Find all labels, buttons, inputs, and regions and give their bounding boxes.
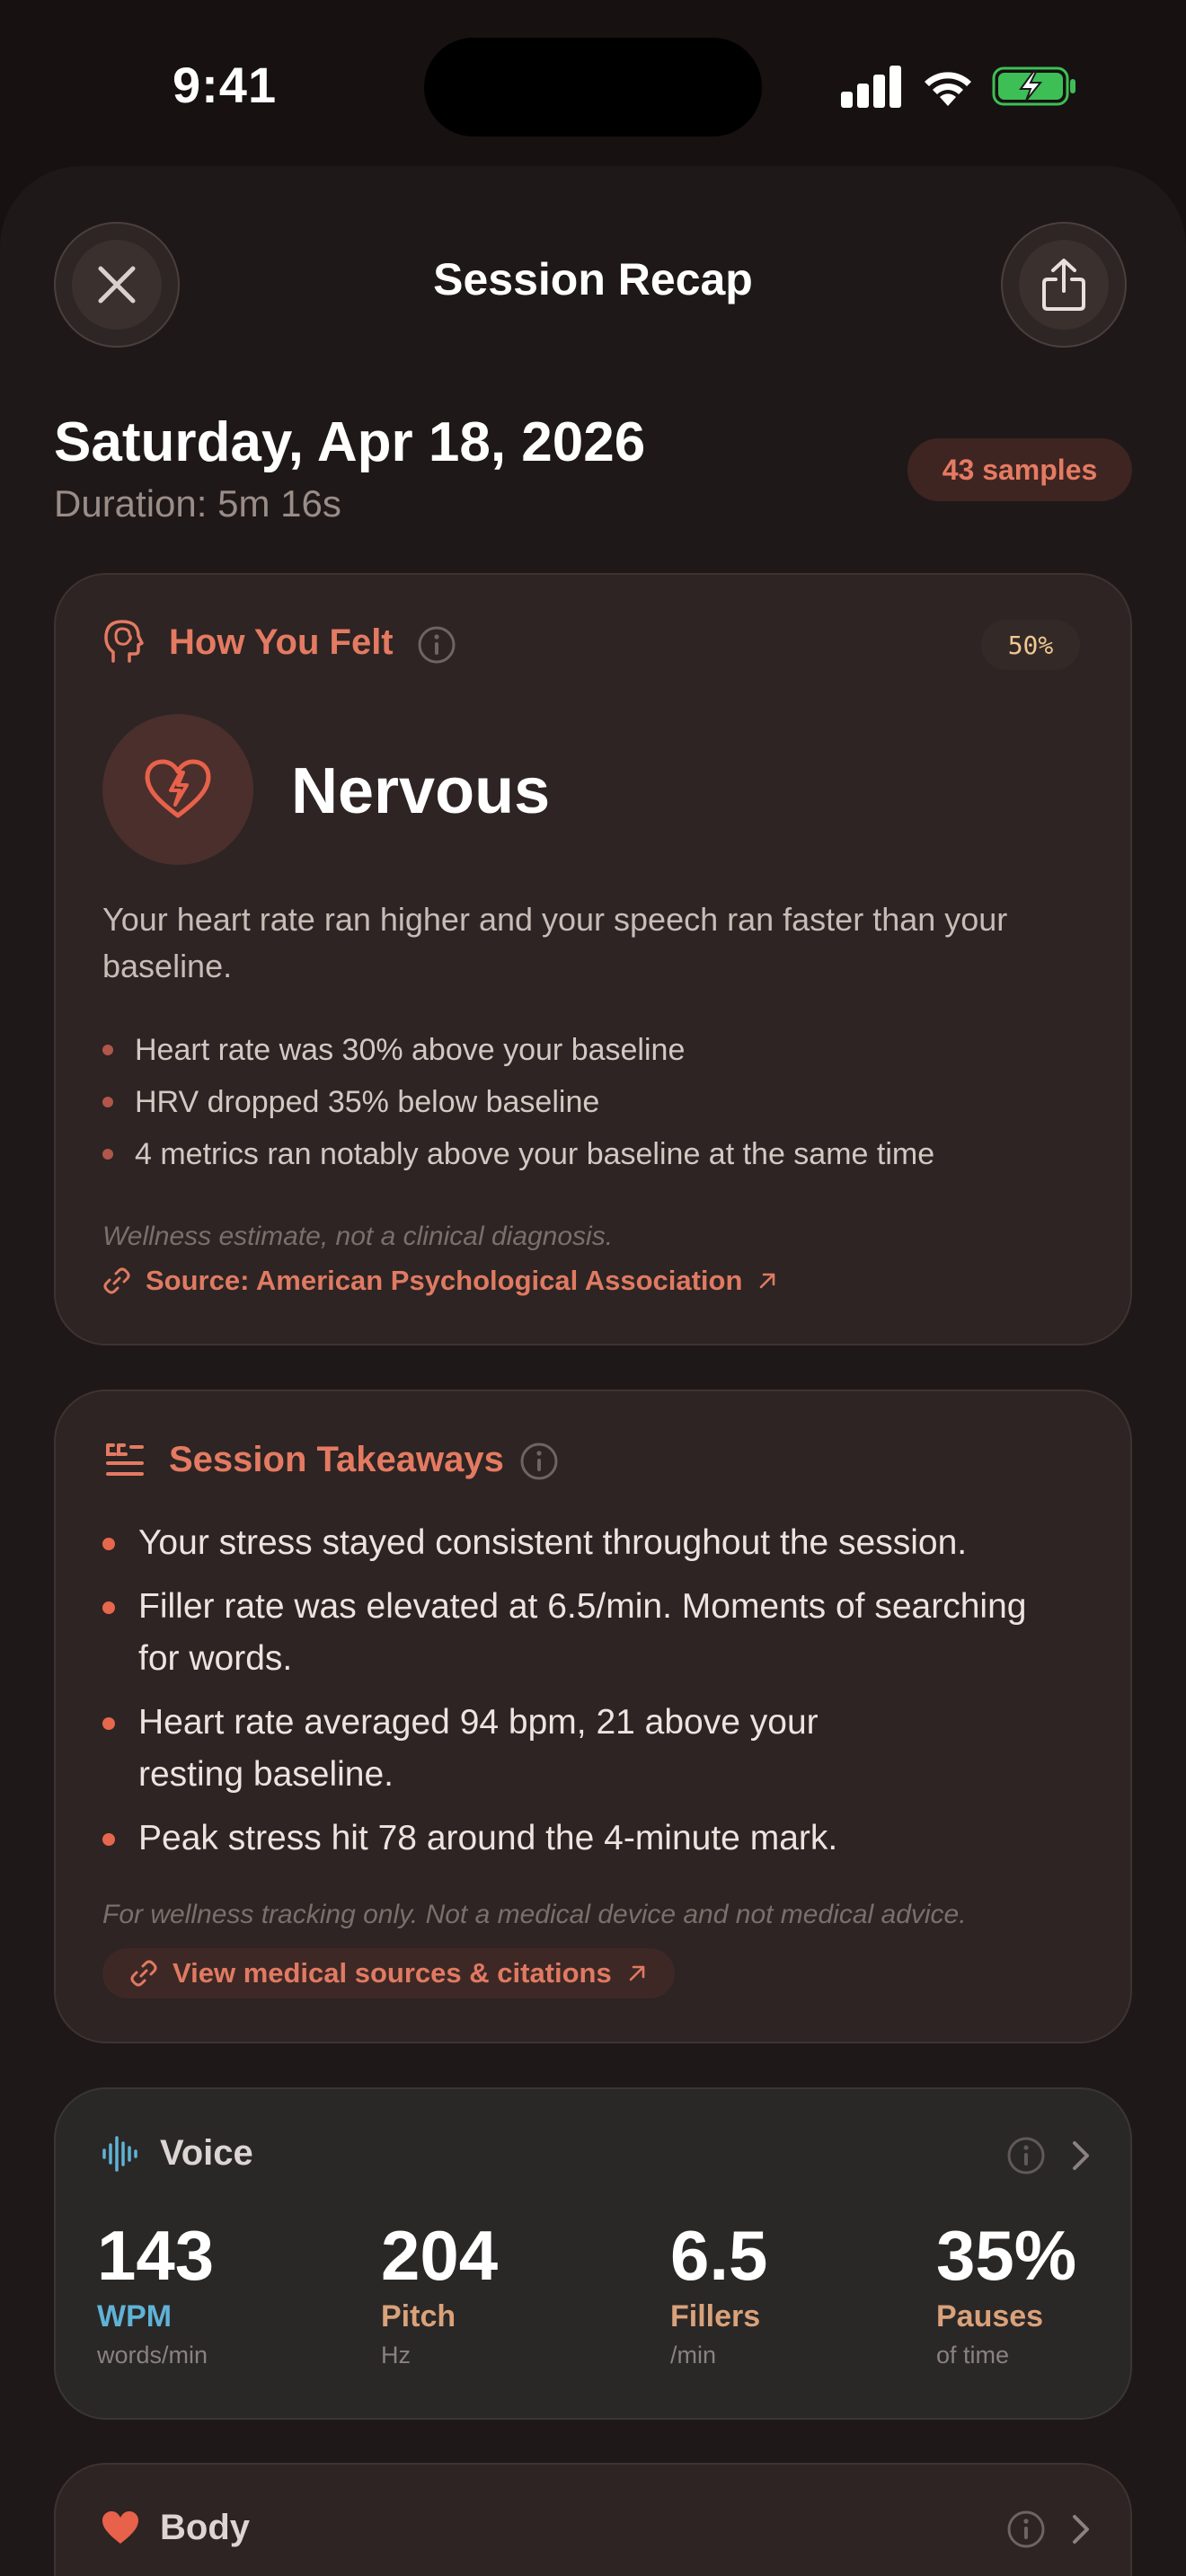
- wifi-icon: [920, 61, 976, 108]
- medical-disclaimer: For wellness tracking only. Not a medical device and not medical advice.: [102, 1900, 967, 1929]
- external-arrow-icon: [626, 1963, 648, 1984]
- confidence-badge: 50%: [981, 620, 1080, 670]
- heart-icon: [101, 2510, 140, 2545]
- battery-charging-icon: [992, 65, 1078, 108]
- status-bar: [0, 0, 1186, 162]
- chevron-right-icon: [1067, 2510, 1094, 2549]
- session-takeaways-card: [54, 1389, 1132, 2043]
- view-sources-label: View medical sources & citations: [173, 1957, 612, 1989]
- status-time: 9:41: [173, 57, 278, 113]
- mood-evidence-list: [102, 1024, 934, 1180]
- metric-label: Pauses: [936, 2299, 1044, 2333]
- link-icon: [129, 1959, 158, 1988]
- external-arrow-icon: [757, 1270, 778, 1292]
- metric-wpm: [97, 2215, 214, 2369]
- share-icon: [1040, 257, 1087, 313]
- voice-card[interactable]: [54, 2087, 1132, 2420]
- metric-value: 143: [97, 2216, 215, 2295]
- brain-head-icon: [102, 618, 144, 665]
- waveform-icon: [101, 2134, 140, 2174]
- info-icon[interactable]: [1006, 2136, 1046, 2175]
- source-link[interactable]: [102, 1265, 778, 1297]
- metric-value: 6.5: [670, 2216, 768, 2295]
- body-title: Body: [160, 2508, 250, 2547]
- session-recap-sheet: [0, 166, 1186, 2576]
- metric-unit: words/min: [97, 2342, 208, 2369]
- mood-icon-circle: [102, 714, 253, 865]
- metric-pitch: [381, 2215, 498, 2369]
- session-date: Saturday, Apr 18, 2026: [54, 411, 646, 473]
- metric-value: 204: [381, 2216, 499, 2295]
- metric-label: Fillers: [670, 2299, 761, 2333]
- list-item: Heart rate averaged 94 bpm, 21 above your resting baseline.: [102, 1697, 893, 1801]
- body-card[interactable]: [54, 2463, 1132, 2576]
- metric-unit: of time: [936, 2342, 1010, 2369]
- how-you-felt-title: How You Felt: [169, 622, 394, 662]
- quote-list-icon: [104, 1442, 144, 1478]
- list-item: Your stress stayed consistent throughout the session.: [102, 1517, 1073, 1569]
- metric-label: Pitch: [381, 2299, 456, 2333]
- session-takeaways-title: Session Takeaways: [169, 1440, 504, 1479]
- metric-fillers: [670, 2215, 767, 2369]
- metric-unit: Hz: [381, 2342, 411, 2369]
- chevron-right-icon: [1067, 2136, 1094, 2175]
- cellular-signal-icon: [841, 65, 902, 108]
- info-icon[interactable]: [417, 625, 456, 665]
- list-item: Filler rate was elevated at 6.5/min. Moments of searching for words.: [102, 1581, 1073, 1685]
- metric-label: WPM: [97, 2299, 173, 2333]
- metric-unit: /min: [670, 2342, 717, 2369]
- info-icon[interactable]: [1006, 2510, 1046, 2549]
- session-duration: Duration: 5m 16s: [54, 482, 341, 525]
- mood-description: Your heart rate ran higher and your speech ran faster than your baseline.: [102, 901, 1008, 984]
- list-item: 4 metrics ran notably above your baseline at the same time: [102, 1128, 934, 1180]
- metric-value: 35%: [936, 2216, 1077, 2295]
- takeaways-list: [102, 1517, 1073, 1876]
- list-item: HRV dropped 35% below baseline: [102, 1076, 934, 1128]
- info-icon[interactable]: [519, 1442, 559, 1481]
- list-item: Heart rate was 30% above your baseline: [102, 1024, 934, 1076]
- source-link-label: Source: American Psychological Association: [146, 1265, 743, 1296]
- dynamic-island: [424, 38, 762, 137]
- how-you-felt-card: [54, 573, 1132, 1345]
- mood-label: Nervous: [291, 755, 551, 827]
- voice-title: Voice: [160, 2133, 253, 2173]
- link-icon: [102, 1266, 131, 1295]
- samples-badge: 43 samples: [907, 438, 1132, 501]
- metric-pauses: [936, 2215, 1076, 2369]
- wellness-disclaimer: Wellness estimate, not a clinical diagnosis.: [102, 1222, 614, 1251]
- share-button[interactable]: [1001, 222, 1127, 348]
- view-sources-button[interactable]: [102, 1948, 675, 1998]
- page-title: Session Recap: [433, 254, 753, 304]
- heart-bolt-icon: [144, 758, 212, 821]
- list-item: Peak stress hit 78 around the 4-minute mark.: [102, 1813, 1073, 1865]
